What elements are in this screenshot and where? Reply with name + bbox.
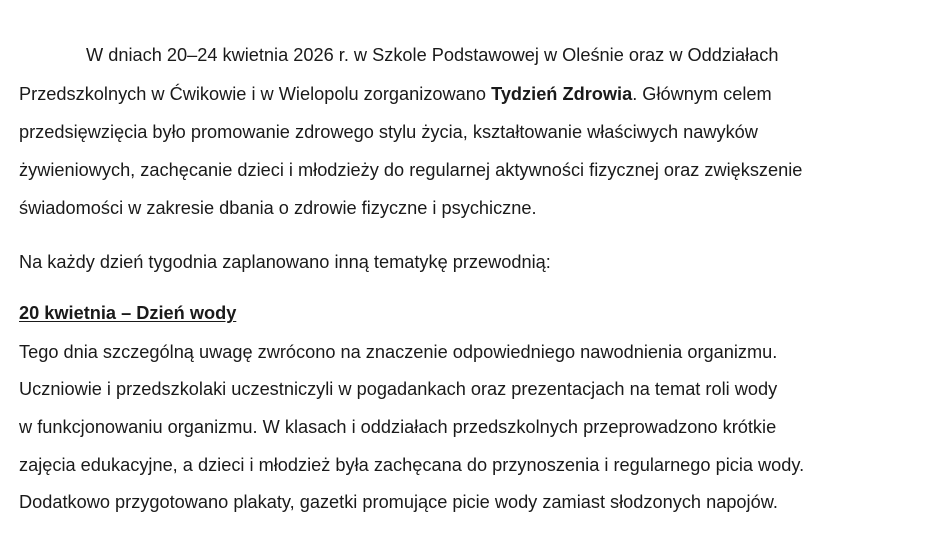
event-name: Tydzień Zdrowia [491, 84, 633, 104]
intro-line-4: żywieniowych, zachęcanie dzieci i młodzieży do regularnej aktywności fizycznej oraz zwiększenie [19, 160, 803, 180]
intro-line-1: W dniach 20–24 kwietnia 2026 r. w Szkole Podstawowej w Oleśnie oraz w Oddziałach [86, 45, 779, 65]
day-line-1: Tego dnia szczególną uwagę zwrócono na znaczenie odpowiedniego nawodnienia organizmu. [19, 342, 778, 362]
plan-paragraph: Na każdy dzień tygodnia zaplanowano inną tematykę przewodnią: [19, 252, 551, 272]
day-line-2: Uczniowie i przedszkolaki uczestniczyli w pogadankach oraz prezentacjach na temat roli wody [19, 379, 778, 399]
intro-line-2-text: Przedszkolnych w Ćwikowie i w Wielopolu zorganizowano [19, 84, 492, 104]
intro-line-2-end: . Głównym celem [632, 84, 772, 104]
day-line-5: Dodatkowo przygotowano plakaty, gazetki promujące picie wody zamiast słodzonych napojów. [19, 492, 778, 512]
day-line-4: zajęcia edukacyjne, a dzieci i młodzież była zachęcana do przynoszenia i regularnego picia wody. [19, 455, 805, 475]
intro-line-2 [19, 83, 772, 105]
day-heading: 20 kwietnia – Dzień wody [19, 303, 237, 323]
intro-line-3: przedsięwzięcia było promowanie zdrowego stylu życia, kształtowanie właściwych nawyków [19, 122, 758, 142]
intro-line-5: świadomości w zakresie dbania o zdrowie fizyczne i psychiczne. [19, 198, 537, 218]
day-line-3: w funkcjonowaniu organizmu. W klasach i oddziałach przedszkolnych przeprowadzono krótkie [19, 417, 777, 437]
